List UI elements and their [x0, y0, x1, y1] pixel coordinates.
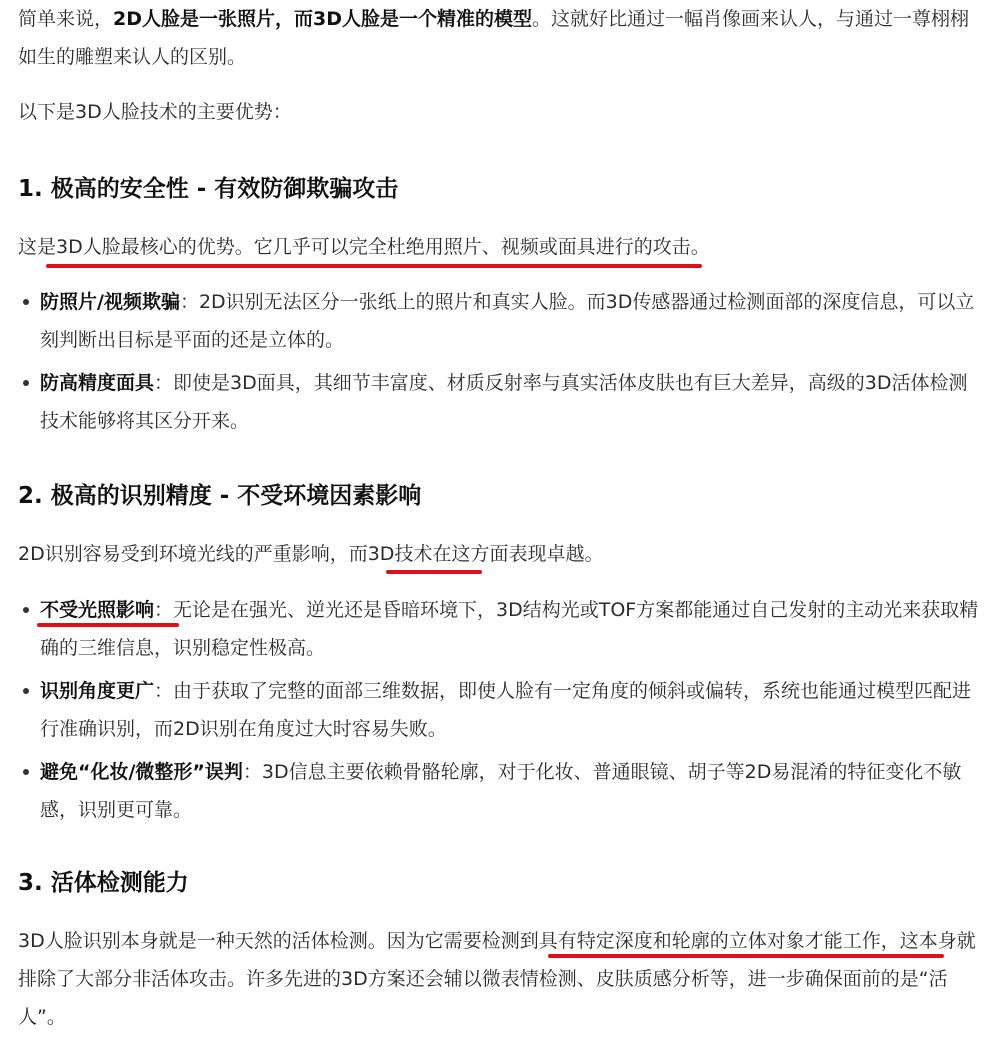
section-3-heading: 3. 活体检测能力	[18, 870, 189, 896]
list-item-term: 防照片/视频欺骗	[40, 291, 180, 313]
list-item-light	[40, 591, 980, 667]
section-2-heading: 2. 极高的识别精度 - 不受环境因素影响	[18, 483, 422, 509]
section-1-heading: 1. 极高的安全性 - 有效防御欺骗攻击	[18, 176, 399, 202]
section-1-lead: 这是3D人脸最核心的优势。它几乎可以完全杜绝用照片、视频或面具进行的攻击。	[18, 236, 710, 258]
bullet-dot	[23, 607, 29, 613]
underline-mark-4	[548, 954, 944, 958]
intro-bold-text: 2D人脸是一张照片，而3D人脸是一个精准的模型	[113, 8, 533, 30]
section-3-lead: 3D人脸识别本身就是一种天然的活体检测。因为它需要检测到具有特定深度和轮廓的立体对象才能工作，这本身就排除了大部分非活体攻击。许多先进的3D方案还会辅以微表情检测、皮肤质感分析等，进一步确保面前的是“活人”。	[18, 930, 976, 1028]
advantages-intro: 以下是3D人脸技术的主要优势：	[18, 101, 292, 123]
list-item-text: ：由于获取了完整的面部三维数据，即使人脸有一定角度的倾斜或偏转，系统也能通过模型匹配进行准确识别，而2D识别在角度过大时容易失败。	[40, 680, 972, 740]
intro-text-end: 。这就好比通过一幅肖像画来认人，与通过一尊栩栩如生的雕塑来认人的区别。	[18, 8, 970, 68]
list-item-anti-mask	[40, 364, 980, 440]
list-item-text: ：2D识别无法区分一张纸上的照片和真实人脸。而3D传感器通过检测面部的深度信息，可以立刻判断出目标是平面的还是立体的。	[40, 291, 975, 351]
list-item-term: 识别角度更广	[40, 680, 155, 702]
intro-paragraph	[18, 0, 983, 76]
bullet-dot	[23, 688, 29, 694]
list-item-term: 不受光照影响	[40, 599, 155, 621]
bullet-dot	[23, 769, 29, 775]
list-item-anti-photo	[40, 283, 980, 359]
list-item-angle	[40, 672, 980, 748]
underline-mark-1	[46, 264, 702, 268]
list-item-term: 避免“化妆/微整形”误判	[40, 761, 243, 783]
bullet-dot	[23, 299, 29, 305]
list-item-term: 防高精度面具	[40, 372, 155, 394]
list-item-text: ：无论是在强光、逆光还是昏暗环境下，3D结构光或TOF方案都能通过自己发射的主动光来获取精确的三维信息，识别稳定性极高。	[40, 599, 979, 659]
list-item-makeup	[40, 753, 980, 829]
bullet-dot	[23, 380, 29, 386]
list-item-text: ：3D信息主要依赖骨骼轮廓，对于化妆、普通眼镜、胡子等2D易混淆的特征变化不敏感，识别更可靠。	[40, 761, 962, 821]
underline-mark-3	[37, 623, 179, 627]
list-item-text: ：即使是3D面具，其细节丰富度、材质反射率与真实活体皮肤也有巨大差异，高级的3D活体检测技术能够将其区分开来。	[40, 372, 968, 432]
section-2-lead: 2D识别容易受到环境光线的严重影响，而3D技术在这方面表现卓越。	[18, 543, 604, 565]
underline-mark-2	[386, 570, 482, 574]
intro-text-start: 简单来说，	[18, 8, 114, 30]
